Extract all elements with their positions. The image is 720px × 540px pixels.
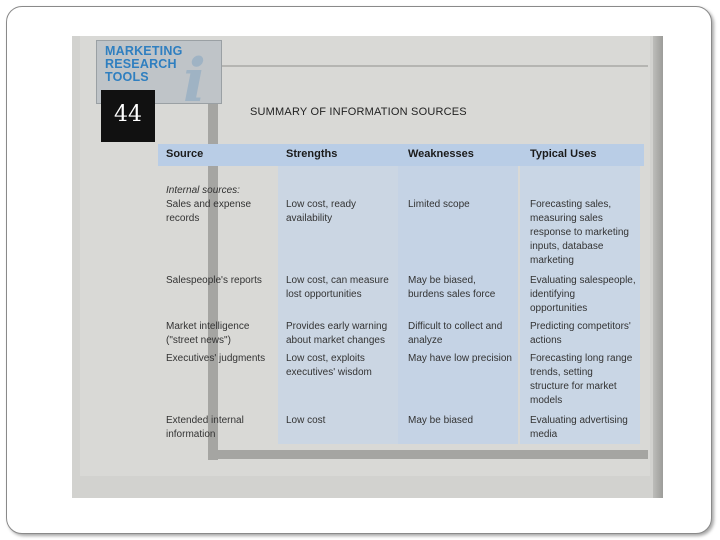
table-cell: Extended internal information xyxy=(166,415,244,440)
table-cell: Low cost, exploits executives' wisdom xyxy=(286,353,372,378)
table-cell: Low cost xyxy=(286,415,326,426)
table-cell: Low cost, ready availability xyxy=(286,199,357,224)
book-page xyxy=(80,36,650,476)
header-typical-uses: Typical Uses xyxy=(530,148,597,160)
table-cell: Market intelligence ("street news") xyxy=(166,321,250,346)
table-cell: Evaluating salespeople, identifying opportunities xyxy=(530,275,636,314)
table-cell: Limited scope xyxy=(408,199,470,210)
table-cell: Provides early warning about market changes xyxy=(286,321,388,346)
scanned-page-image xyxy=(72,36,663,498)
table-cell: May be biased xyxy=(408,415,474,426)
table-cell: May have low precision xyxy=(408,353,512,364)
information-sources-table xyxy=(158,144,644,444)
header-source: Source xyxy=(166,148,204,160)
chapter-badge xyxy=(101,90,155,142)
header-weaknesses: Weaknesses xyxy=(408,148,474,160)
page-rule-top xyxy=(208,65,648,67)
table-cell: Evaluating advertising media xyxy=(530,415,628,440)
table-cell: Salespeople's reports xyxy=(166,275,262,286)
scan-binding-edge xyxy=(653,36,663,498)
section-label: Internal sources: xyxy=(166,185,240,196)
table-cell: Predicting competitors' actions xyxy=(530,321,631,346)
logo-line-1: MARKETING xyxy=(105,44,183,58)
table-cell: Low cost, can measure lost opportunities xyxy=(286,275,389,300)
table-cell: Difficult to collect and analyze xyxy=(408,321,503,346)
logo-line-3: TOOLS xyxy=(105,70,149,84)
table-cell: Sales and expense records xyxy=(166,199,252,224)
document-title: SUMMARY OF INFORMATION SOURCES xyxy=(250,106,467,118)
logo-line-2: RESEARCH xyxy=(105,57,177,71)
table-cell: May be biased, burdens sales force xyxy=(408,275,496,300)
table-cell: Forecasting sales, measuring sales response to marketing inputs, database marketing xyxy=(530,199,629,266)
table-header-row xyxy=(158,144,644,166)
table-cell: Forecasting long range trends, setting structure for market models xyxy=(530,353,633,406)
header-strengths: Strengths xyxy=(286,148,338,160)
page-rule-bottom xyxy=(208,450,648,459)
table-cell: Executives' judgments xyxy=(166,353,266,364)
info-i-icon: i xyxy=(183,46,206,116)
chapter-number: 44 xyxy=(114,102,142,127)
